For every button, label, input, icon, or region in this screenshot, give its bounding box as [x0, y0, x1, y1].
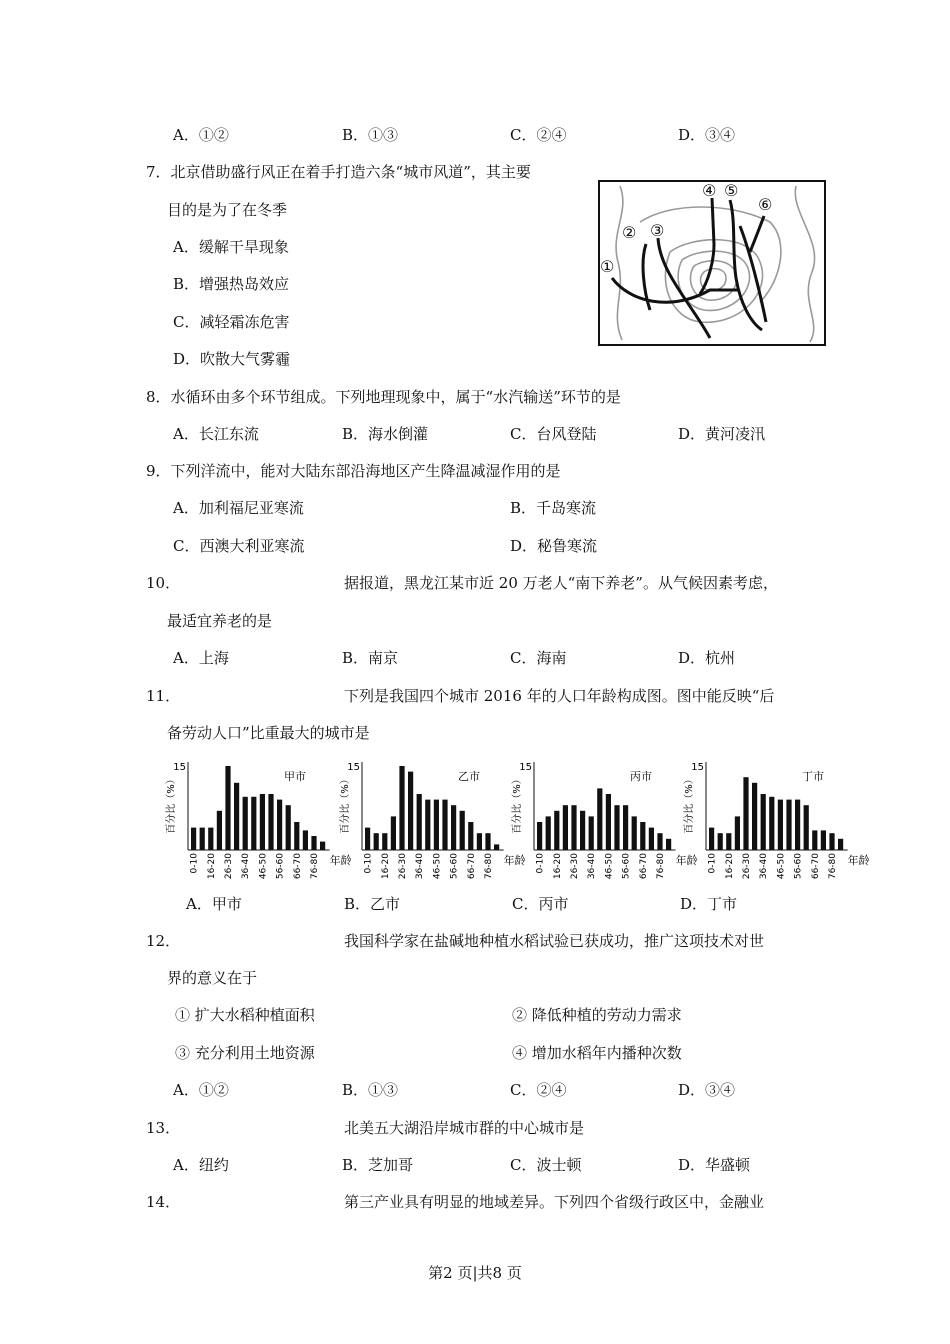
hist-title: 丁市: [802, 770, 824, 783]
hist-bar: [434, 800, 439, 850]
hist-xlabel: 年龄: [847, 854, 870, 867]
hist-bar: [640, 822, 645, 850]
hist-xtick-label: 0-10: [189, 853, 200, 874]
map-label-3: ③: [650, 221, 665, 240]
hist-ylabel: 百分比（%）: [340, 774, 351, 834]
hist-xtick-label: 0-10: [535, 853, 546, 874]
q14-number: 14．: [146, 1193, 181, 1211]
hist-bar: [795, 800, 800, 850]
hist-bar: [718, 833, 723, 850]
hist-bar: [303, 830, 308, 850]
q6-option-b: B．①③: [342, 126, 399, 144]
hist-ylabel: 百分比（%）: [512, 774, 523, 834]
hist-ytick-max: 15: [347, 762, 360, 773]
hist-ylabel: 百分比（%）: [684, 774, 695, 834]
hist-bar: [812, 830, 817, 850]
q8-option-b: B．海水倒灌: [342, 425, 429, 443]
q7-option-c: C．减轻霜冻危害: [173, 313, 290, 331]
q7-stem-line2: 目的是为了在冬季: [167, 201, 288, 219]
q8-option-c: C．台风登陆: [510, 425, 597, 443]
q13-option-d: D．华盛顿: [678, 1156, 751, 1174]
hist-bar: [191, 828, 196, 850]
q7-option-d: D．吹散大气雾霾: [173, 350, 291, 368]
hist-title: 甲市: [284, 770, 306, 783]
hist-xtick-label: 76-80: [310, 853, 320, 880]
wind-corridor-4: [700, 198, 714, 294]
q8-option-d: D．黄河凌汛: [678, 425, 766, 443]
q10-stem-line1: 据报道，黑龙江某市近 20 万老人“南下养老”。从气候因素考虑，: [344, 574, 778, 592]
hist-bar: [838, 839, 843, 850]
q12-option-c: C．②④: [510, 1081, 567, 1099]
q12-number: 12．: [146, 932, 181, 950]
hist-bar: [726, 833, 731, 850]
hist-bar: [294, 822, 299, 850]
map-label-5: ⑤: [724, 181, 739, 200]
q11-option-d: D．丁市: [680, 895, 738, 913]
hist-bar: [786, 800, 791, 850]
q10-number: 10．: [146, 574, 181, 592]
hist-xlabel: 年龄: [503, 854, 526, 867]
histogram-bing: [512, 758, 698, 880]
map-label-1: ①: [600, 257, 615, 276]
hist-bar: [442, 800, 447, 850]
hist-bar: [425, 800, 430, 850]
map-label-4: ④: [702, 181, 717, 200]
hist-xtick-label: 46-50: [604, 853, 615, 880]
hist-bar: [537, 822, 542, 850]
hist-xtick-label: 16-20: [380, 853, 391, 880]
q11-option-a: A．甲市: [186, 895, 242, 913]
q8-stem: 8．水循环由多个环节组成。下列地理现象中，属于“水汽输送”环节的是: [146, 388, 621, 406]
hist-bar: [761, 794, 766, 850]
histogram-yi: [340, 758, 526, 880]
hist-xtick-label: 36-40: [415, 853, 426, 880]
hist-xtick-label: 16-20: [206, 853, 217, 880]
q12-item-3: ③ 充分利用土地资源: [175, 1044, 315, 1062]
q13-option-c: C．波士顿: [510, 1156, 582, 1174]
hist-bar: [286, 805, 291, 850]
q14-stem: 第三产业具有明显的地域差异。下列四个省级行政区中，金融业: [344, 1193, 765, 1211]
hist-xtick-label: 56-60: [275, 853, 286, 880]
hist-title: 乙市: [458, 770, 480, 783]
hist-bar: [374, 833, 379, 850]
hist-xlabel: 年龄: [329, 854, 352, 867]
q9-option-c: C．西澳大利亚寒流: [173, 537, 305, 555]
hist-bar: [614, 805, 619, 850]
hist-xtick-label: 36-40: [587, 853, 598, 880]
hist-bar: [417, 794, 422, 850]
hist-bar: [580, 811, 585, 850]
hist-bar: [597, 788, 602, 850]
q12-stem-line1: 我国科学家在盐碱地种植水稻试验已获成功，推广这项技术对世: [344, 932, 765, 950]
hist-bar: [804, 805, 809, 850]
hist-xtick-label: 56-60: [621, 853, 632, 880]
hist-bar: [382, 833, 387, 850]
q10-option-b: B．南京: [342, 649, 399, 667]
hist-title: 丙市: [630, 770, 652, 783]
hist-bar: [632, 816, 637, 850]
q12-option-a: A．①②: [173, 1081, 229, 1099]
hist-xtick-label: 66-70: [292, 853, 303, 880]
hist-bar: [260, 794, 265, 850]
hist-xtick-label: 26-30: [398, 853, 408, 880]
q12-option-b: B．①③: [342, 1081, 399, 1099]
q10-option-c: C．海南: [510, 649, 567, 667]
hist-xtick-label: 76-80: [828, 853, 838, 880]
q10-stem-line2: 最适宜养老的是: [167, 612, 273, 630]
map-label-6: ⑥: [758, 195, 773, 214]
hist-bar: [243, 797, 248, 850]
hist-xtick-label: 66-70: [466, 853, 477, 880]
q12-item-4: ④ 增加水稻年内播种次数: [512, 1044, 682, 1062]
q13-number: 13．: [146, 1119, 181, 1137]
q12-item-2: ② 降低种植的劳动力需求: [512, 1006, 682, 1024]
contour-outer-left: [616, 186, 623, 340]
hist-bar: [494, 844, 499, 850]
hist-bar: [563, 805, 568, 850]
hist-bar: [589, 816, 594, 850]
q7-stem-line1: 7．北京借助盛行风正在着手打造六条“城市风道”，其主要: [146, 163, 531, 181]
hist-xtick-label: 46-50: [776, 853, 787, 880]
contour-outer-right: [795, 186, 814, 342]
q11-stem-line2: 备劳动人口”比重最大的城市是: [167, 724, 370, 742]
q7-option-a: A．缓解干旱现象: [173, 238, 289, 256]
hist-ylabel: 百分比（%）: [166, 774, 177, 834]
q12-stem-line2: 界的意义在于: [167, 969, 258, 987]
histogram-ding: [684, 758, 870, 880]
contour-ring-3: [690, 261, 736, 300]
hist-xtick-label: 0-10: [707, 853, 718, 874]
hist-bar: [234, 783, 239, 850]
hist-ytick-max: 15: [691, 762, 704, 773]
hist-xtick-label: 66-70: [810, 853, 821, 880]
hist-bar: [778, 800, 783, 850]
q9-stem: 9．下列洋流中，能对大陆东部沿海地区产生降温减湿作用的是: [146, 462, 561, 480]
hist-bar: [657, 833, 662, 850]
hist-xtick-label: 16-20: [724, 853, 735, 880]
hist-bar: [571, 805, 576, 850]
q9-option-d: D．秘鲁寒流: [510, 537, 598, 555]
q13-stem: 北美五大湖沿岸城市群的中心城市是: [344, 1119, 585, 1137]
q8-option-a: A．长江东流: [173, 425, 259, 443]
hist-bar: [225, 766, 230, 850]
q12-option-d: D．③④: [678, 1081, 736, 1099]
q10-option-d: D．杭州: [678, 649, 736, 667]
hist-bar: [735, 816, 740, 850]
q11-option-b: B．乙市: [344, 895, 401, 913]
histogram-jia: [166, 758, 352, 880]
hist-bar: [709, 828, 714, 850]
q13-option-b: B．芝加哥: [342, 1156, 414, 1174]
hist-xtick-label: 76-80: [484, 853, 494, 880]
wind-corridor-map-drawing: [600, 182, 824, 344]
hist-xtick-label: 56-60: [449, 853, 460, 880]
q6-option-c: C．②④: [510, 126, 567, 144]
hist-xtick-label: 66-70: [638, 853, 649, 880]
hist-bar: [649, 828, 654, 850]
hist-xtick-label: 36-40: [241, 853, 252, 880]
hist-ytick-max: 15: [519, 762, 532, 773]
hist-bar: [460, 811, 465, 850]
hist-bar: [743, 777, 748, 850]
hist-xtick-label: 36-40: [759, 853, 770, 880]
hist-bar: [554, 811, 559, 850]
wind-corridor-6: [750, 216, 764, 252]
q13-option-a: A．纽约: [173, 1156, 229, 1174]
q6-option-d: D．③④: [678, 126, 736, 144]
q11-stem-line1: 下列是我国四个城市 2016 年的人口年龄构成图。图中能反映“后: [344, 687, 775, 705]
hist-bar: [365, 828, 370, 850]
hist-bar: [606, 794, 611, 850]
q6-option-a: A．①②: [173, 126, 229, 144]
hist-bar: [666, 839, 671, 850]
hist-bar: [477, 833, 482, 850]
hist-ytick-max: 15: [173, 762, 186, 773]
hist-bar: [391, 816, 396, 850]
hist-bar: [208, 828, 213, 850]
hist-bar: [752, 783, 757, 850]
hist-bar: [485, 833, 490, 850]
hist-bar: [399, 766, 404, 850]
hist-bar: [268, 794, 273, 850]
hist-bar: [251, 797, 256, 850]
hist-xtick-label: 56-60: [793, 853, 804, 880]
q7-option-b: B．增强热岛效应: [173, 275, 290, 293]
wind-corridor-map: [598, 180, 826, 346]
hist-xlabel: 年龄: [675, 854, 698, 867]
hist-bar: [277, 800, 282, 850]
map-label-2: ②: [622, 223, 637, 242]
hist-xtick-label: 26-30: [742, 853, 752, 880]
q11-number: 11．: [146, 687, 181, 705]
hist-bar: [217, 811, 222, 850]
hist-bar: [821, 830, 826, 850]
hist-xtick-label: 46-50: [432, 853, 443, 880]
hist-bar: [769, 797, 774, 850]
hist-bar: [468, 822, 473, 850]
hist-bar: [320, 842, 325, 850]
q9-option-b: B．千岛寒流: [510, 499, 597, 517]
hist-xtick-label: 76-80: [656, 853, 666, 880]
hist-bar: [623, 805, 628, 850]
hist-xtick-label: 16-20: [552, 853, 563, 880]
hist-bar: [408, 772, 413, 850]
hist-bar: [829, 833, 834, 850]
page-footer: 第2 页|共8 页: [428, 1264, 522, 1282]
hist-bar: [451, 805, 456, 850]
q12-item-1: ① 扩大水稻种植面积: [175, 1006, 315, 1024]
hist-bar: [546, 816, 551, 850]
hist-xtick-label: 46-50: [258, 853, 269, 880]
hist-xtick-label: 0-10: [363, 853, 374, 874]
q9-option-a: A．加利福尼亚寒流: [173, 499, 304, 517]
hist-xtick-label: 26-30: [570, 853, 580, 880]
hist-bar: [200, 828, 205, 850]
q11-option-c: C．丙市: [512, 895, 569, 913]
hist-xtick-label: 26-30: [224, 853, 234, 880]
hist-bar: [311, 836, 316, 850]
q10-option-a: A．上海: [173, 649, 229, 667]
